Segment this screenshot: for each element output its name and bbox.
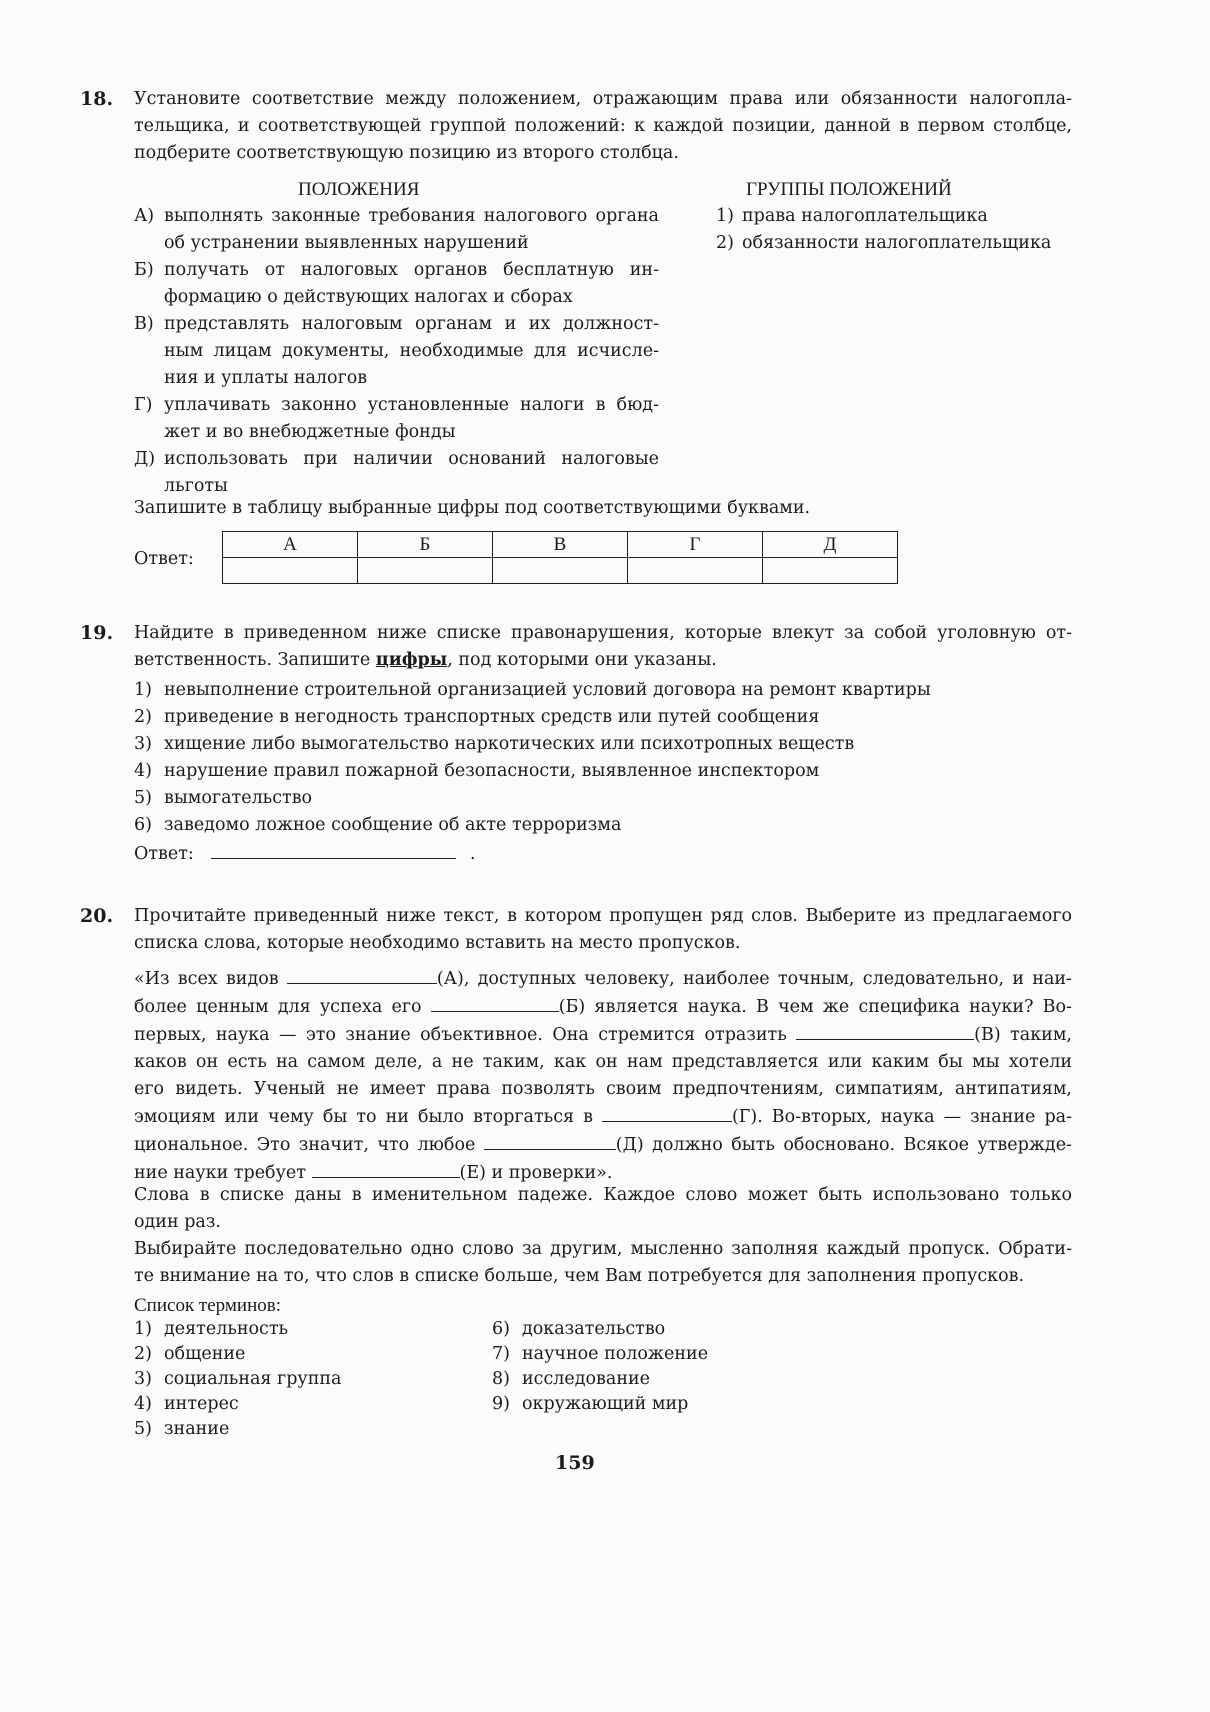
q19-intro-line1: Найдите в приведенном ниже списке правонарушения, которые влекут за собой уголовную от- — [134, 623, 1072, 643]
page-number: 159 — [555, 1452, 595, 1474]
term-item — [492, 1392, 812, 1417]
q19-answer-row — [134, 840, 476, 868]
answer-cell-d[interactable] — [763, 558, 898, 584]
q19-item — [134, 677, 1034, 704]
answer-cell-b[interactable] — [358, 558, 493, 584]
answer-table-header-row — [223, 532, 898, 558]
q19-intro-emphasis: цифры — [375, 650, 448, 670]
q19-intro-text: ветственность. Запишите — [134, 650, 376, 670]
passage-line: каков он есть на самом деле, а не таким, как он нам представляется или каким бы мы хотели — [134, 1052, 1072, 1072]
q18-position-label: В) — [134, 314, 154, 334]
q18-position-label: Г) — [134, 395, 153, 415]
term-text: исследование — [522, 1369, 651, 1389]
term-text: доказательство — [522, 1319, 666, 1339]
q20-intro — [134, 903, 1072, 957]
term-item — [134, 1367, 454, 1392]
q19-item — [134, 758, 1034, 785]
term-item — [134, 1342, 454, 1367]
term-label: 5) — [134, 1419, 152, 1439]
q18-position-label: Б) — [134, 260, 154, 280]
answer-table-input-row — [223, 558, 898, 584]
answer-cell-v[interactable] — [493, 558, 628, 584]
q20-terms-right — [492, 1317, 812, 1417]
q18-position-label: Д) — [134, 449, 156, 469]
q18-position-g — [134, 392, 659, 446]
passage-text: (Б) является наука. В чем же специфика науки? Во- — [558, 997, 1072, 1017]
q19-item-text: приведение в негодность транспортных средств или путей сообщения — [164, 707, 820, 727]
q19-item — [134, 785, 1034, 812]
q18-intro-line3: подберите соответствующую позицию из второго столбца. — [134, 143, 679, 163]
passage-text: ние науки требует — [134, 1163, 306, 1183]
q18-group-label: 1) — [716, 206, 734, 226]
passage-text: более ценным для успеха его — [134, 997, 422, 1017]
q18-position-text: об устранении выявленных нарушений — [164, 233, 529, 253]
q19-item-text: хищение либо вымогательство наркотических или психотропных веществ — [164, 734, 855, 754]
passage-text: «Из всех видов — [134, 969, 279, 989]
q20-text-passage — [134, 965, 1072, 1187]
q19-item — [134, 704, 1034, 731]
term-text: интерес — [164, 1394, 239, 1414]
q20-terms-title: Список терминов: — [134, 1295, 281, 1316]
q19-items-list — [134, 677, 1034, 839]
blank-d[interactable] — [484, 1131, 616, 1150]
answer-cell-g[interactable] — [628, 558, 763, 584]
q19-item-label: 4) — [134, 761, 152, 781]
passage-line — [134, 1021, 1072, 1049]
q19-intro-line2 — [134, 647, 1072, 674]
q20-terms-left — [134, 1317, 454, 1442]
q18-group-label: 2) — [716, 233, 734, 253]
q18-number: 18. — [80, 88, 114, 110]
term-label: 9) — [492, 1394, 510, 1414]
q18-position-label: А) — [134, 206, 155, 226]
term-label: 7) — [492, 1344, 510, 1364]
term-text: окружающий мир — [522, 1394, 689, 1414]
q18-group-text: обязанности налогоплательщика — [742, 233, 1052, 253]
passage-text: первых, наука — это знание объективное. Она стремится отразить — [134, 1025, 787, 1045]
term-label: 1) — [134, 1319, 152, 1339]
passage-line — [134, 1103, 1072, 1131]
answer-table-header: А — [223, 532, 358, 558]
q20-note-line: Выбирайте последовательно одно слово за другим, мысленно заполняя каждый пропуск. Обрати- — [134, 1239, 1072, 1259]
q18-intro-line1: Установите соответствие между положением, отражающим права или обязанности налогопла- — [134, 89, 1072, 109]
term-item — [492, 1342, 812, 1367]
answer-table-header: Б — [358, 532, 493, 558]
passage-line — [134, 965, 1072, 993]
q19-item-text: заведомо ложное сообщение об акте терроризма — [164, 815, 622, 835]
q18-position-text: жет и во внебюджетные фонды — [164, 422, 456, 442]
answer-table-header: В — [493, 532, 628, 558]
q19-intro — [134, 620, 1072, 674]
answer-table-header: Д — [763, 532, 898, 558]
q18-position-b — [134, 257, 659, 311]
term-label: 4) — [134, 1394, 152, 1414]
passage-text: (Е) и проверки». — [459, 1163, 613, 1183]
blank-b[interactable] — [431, 993, 559, 1012]
q18-answer-table — [222, 531, 898, 584]
q19-intro-text: , под которыми они указаны. — [447, 650, 717, 670]
q19-answer-dot: . — [469, 844, 476, 864]
q18-group-item — [716, 203, 1076, 230]
q18-position-text: выполнять законные требования налогового органа — [164, 206, 659, 226]
q20-note2 — [134, 1236, 1072, 1290]
q18-instruction: Запишите в таблицу выбранные цифры под соответствующими буквами. — [134, 498, 811, 518]
q18-group-item — [716, 230, 1076, 257]
q18-right-header: ГРУППЫ ПОЛОЖЕНИЙ — [746, 179, 952, 200]
q18-position-text: формацию о действующих налогах и сборах — [164, 287, 573, 307]
term-text: знание — [164, 1419, 230, 1439]
q20-note-line: те внимание на то, что слов в списке больше, чем Вам потребуется для заполнения пропусков. — [134, 1266, 1025, 1286]
passage-text: (Д) должно быть обосновано. Всякое утвержде- — [615, 1135, 1072, 1155]
q18-position-text: получать от налоговых органов бесплатную ин- — [164, 260, 659, 280]
passage-text: циональное. Это значит, что любое — [134, 1135, 476, 1155]
term-text: деятельность — [164, 1319, 289, 1339]
q19-item-text: нарушение правил пожарной безопасности, выявленное инспектором — [164, 761, 820, 781]
term-label: 8) — [492, 1369, 510, 1389]
answer-table-header: Г — [628, 532, 763, 558]
blank-a[interactable] — [287, 965, 437, 984]
term-text: общение — [164, 1344, 246, 1364]
passage-text: (Г). Во-вторых, наука — знание ра- — [731, 1107, 1072, 1127]
q18-position-a — [134, 203, 659, 257]
passage-line: его видеть. Ученый не имеет права позволять своим предпочтениям, симпатиям, антипатиям, — [134, 1079, 1072, 1099]
q20-intro-line2: списка слова, которые необходимо вставить на место пропусков. — [134, 933, 741, 953]
q20-note1 — [134, 1182, 1072, 1236]
term-label: 6) — [492, 1319, 510, 1339]
q19-item-label: 1) — [134, 680, 152, 700]
q19-item-label: 6) — [134, 815, 152, 835]
q18-intro-line2: тельщика, и соответствующей группой положений: к каждой позиции, данной в первом столбце, — [134, 116, 1072, 136]
q18-position-text: ния и уплаты налогов — [164, 368, 368, 388]
q18-intro — [134, 86, 1072, 167]
q18-position-d — [134, 446, 659, 500]
term-item — [134, 1417, 454, 1442]
q19-item — [134, 731, 1034, 758]
blank-g[interactable] — [602, 1103, 732, 1122]
q19-item-label: 2) — [134, 707, 152, 727]
q20-note-line: Слова в списке даны в именительном падеже. Каждое слово может быть использовано только — [134, 1185, 1072, 1205]
q20-intro-line1: Прочитайте приведенный ниже текст, в котором пропущен ряд слов. Выберите из предлагаемого — [134, 906, 1072, 926]
q20-number: 20. — [80, 905, 114, 927]
q18-groups-list — [716, 203, 1076, 257]
q20-note-line: один раз. — [134, 1212, 221, 1232]
q19-item-text: невыполнение строительной организацией условий договора на ремонт квартиры — [164, 680, 931, 700]
q18-position-v — [134, 311, 659, 392]
blank-v[interactable] — [796, 1021, 974, 1040]
passage-line — [134, 1131, 1072, 1159]
term-item — [492, 1367, 812, 1392]
blank-e[interactable] — [312, 1159, 460, 1178]
q19-number: 19. — [80, 622, 114, 644]
q19-item-text: вымогательство — [164, 788, 313, 808]
q18-position-text: уплачивать законно установленные налоги в бюд- — [164, 395, 659, 415]
passage-text: (А), доступных человеку, наиболее точным, следовательно, и наи- — [436, 969, 1072, 989]
term-text: социальная группа — [164, 1369, 342, 1389]
q18-position-text: представлять налоговым органам и их должност- — [164, 314, 659, 334]
term-text: научное положение — [522, 1344, 709, 1364]
passage-text: эмоциям или чему бы то ни было вторгаться в — [134, 1107, 593, 1127]
q18-position-text: использовать при наличии оснований налоговые — [164, 449, 659, 469]
q19-item — [134, 812, 1034, 839]
q18-left-header: ПОЛОЖЕНИЯ — [298, 179, 420, 200]
passage-text: (В) таким, — [974, 1025, 1072, 1045]
q18-positions-list — [134, 203, 659, 500]
q18-position-text: льготы — [164, 476, 228, 496]
answer-cell-a[interactable] — [223, 558, 358, 584]
term-label: 2) — [134, 1344, 152, 1364]
q19-item-label: 5) — [134, 788, 152, 808]
term-item — [134, 1317, 454, 1342]
q18-position-text: ным лицам документы, необходимые для исчисле- — [164, 341, 659, 361]
q19-answer-label: Ответ: — [134, 844, 194, 864]
q19-item-label: 3) — [134, 734, 152, 754]
term-label: 3) — [134, 1369, 152, 1389]
q18-answer-label: Ответ: — [134, 549, 194, 569]
term-item — [492, 1317, 812, 1342]
term-item — [134, 1392, 454, 1417]
q18-group-text: права налогоплательщика — [742, 206, 988, 226]
passage-line — [134, 993, 1072, 1021]
q19-answer-field[interactable] — [211, 840, 456, 859]
